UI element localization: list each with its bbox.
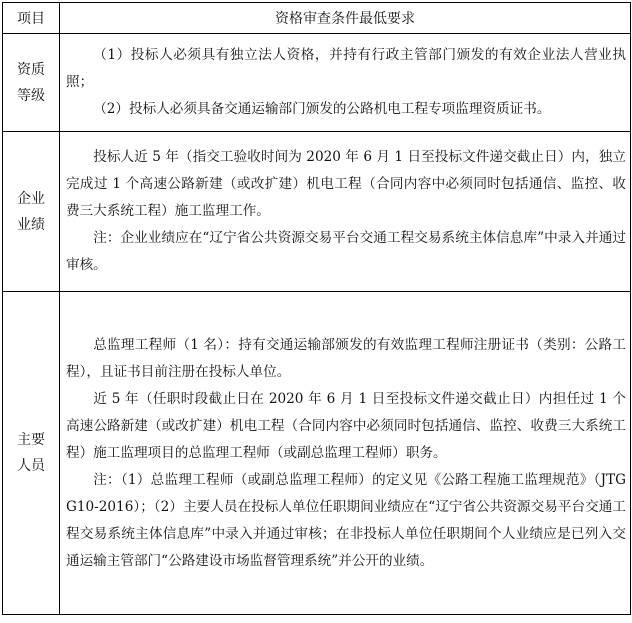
row-label-line: 业绩 — [17, 216, 45, 233]
header-item: 项目 — [3, 3, 60, 34]
row-label-line: 企业 — [17, 190, 45, 207]
paragraph: （2）投标人必须具备交通运输部门颁发的公路机电工程专项监理资质证书。 — [93, 101, 551, 117]
paragraph: 总监理工程师（1 名）：持有交通运输部颁发的有效监理工程师注册证书（类别：公路工程），且证书目前注册在投标人单位。 — [66, 336, 626, 380]
paragraph: （1）投标人必须具有独立法人资格，并持有行政主管部门颁发的有效企业法人营业执照； — [66, 47, 626, 90]
row-label — [3, 292, 60, 615]
header-requirement: 资格审查条件最低要求 — [60, 3, 631, 34]
paragraph: 投标人近 5 年（指交工验收时间为 2020 年 6 月 1 日至投标文件递交截止日）内，独立完成过 1 个高速公路新建（或改扩建）机电工程（合同内容中必须同时包括通信、监控、收费三大系统工程）施工监理工作。 — [66, 149, 626, 219]
paragraph: 近 5 年（任职时段截止日在 2020 年 6 月 1 日至投标文件递交截止日）内担任过 1 个高速公路新建（或改扩建）机电工程（合同内容中必须同时包括通信、监控、收费三大系统工程）施工监理项目的总监理工程师（或副总监理工程师）职务。 — [66, 390, 626, 461]
qualification-table — [2, 2, 631, 615]
row-company-performance — [3, 132, 631, 292]
table-header-row — [3, 3, 631, 34]
row-label-line: 人员 — [17, 458, 45, 474]
row-qualification-grade — [3, 34, 631, 132]
row-label-line: 主要 — [17, 432, 45, 448]
row-key-personnel — [3, 292, 631, 615]
row-label-line: 等级 — [17, 87, 45, 104]
row-label-line: 资质 — [17, 61, 45, 78]
row-label — [3, 132, 60, 292]
row-content — [60, 292, 631, 615]
paragraph: 注：企业业绩应在“辽宁省公共资源交易平台交通工程交易系统主体信息库”中录入并通过审核。 — [66, 230, 626, 273]
row-content — [60, 132, 631, 292]
paragraph: 注：（1）总监理工程师（或副总监理工程师）的定义见《公路工程施工监理规范》（JTG G10-2016）；（2）主要人员在投标人单位任职期间业绩应在“辽宁省公共资源交易平台交通工程交易系统主体信息库”中录入并通过审核；在非投标人单位任职期间个人业绩应是已列入交通运输主管部门“公路建设市场监督管理系统”并公开的业绩。 — [66, 471, 626, 569]
row-label — [3, 34, 60, 132]
row-content — [60, 34, 631, 132]
